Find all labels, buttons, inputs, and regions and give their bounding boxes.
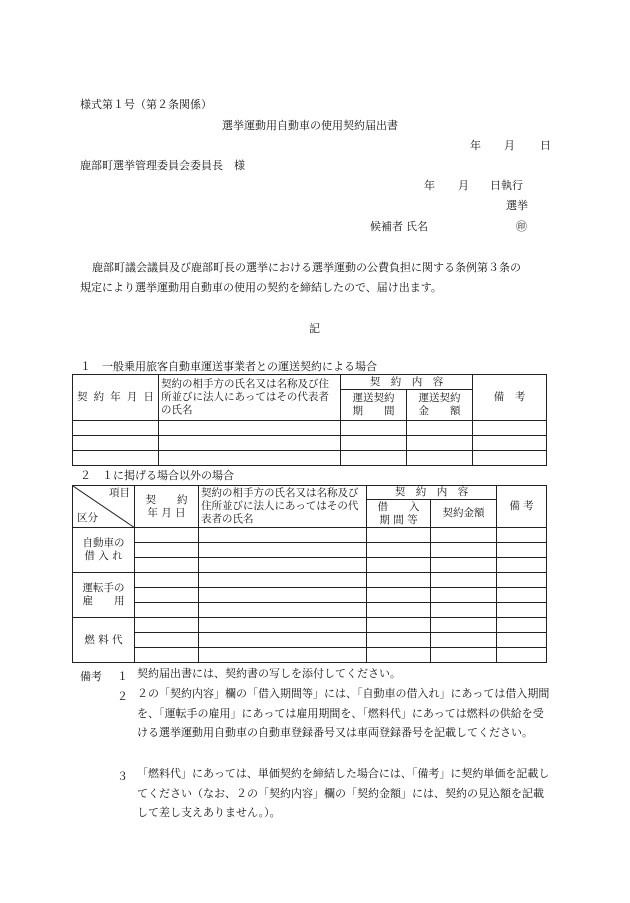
body-text-line-1: 鹿部町議会議員及び鹿部町長の選挙における選挙運動の公費負担に関する条例第３条の bbox=[92, 261, 521, 274]
note-1-text: 契約届出書には、契約書の写しを添付してください。 bbox=[137, 667, 401, 680]
body-text-line-2: 規定により選挙運動用自動車の使用の契約を締結したので、届け出ます。 bbox=[80, 281, 442, 294]
note-3-text: 「燃料代」にあっては、単価契約を締結した場合には、「備考」に契約単価を記載してください（なお、２の「契約内容」欄の「契約金額」には、契約の見込額を記載して差し支えありません。）。 bbox=[137, 767, 550, 819]
note-1-number: １ bbox=[117, 670, 128, 683]
s1-amount-header: 運送契約 金 額 bbox=[407, 390, 473, 421]
s2-content-header: 契 約 内 容 bbox=[367, 486, 497, 500]
note-2-number: ２ bbox=[117, 690, 128, 703]
s2-amount-header: 契約金額 bbox=[431, 500, 497, 528]
s2-item-category-header: 項目 区分 bbox=[73, 486, 135, 528]
s1-party-header: 契約の相手方の氏名又は名称及び住所並びに法人にあってはその代表者の氏名 bbox=[159, 375, 341, 421]
note-2-text: ２の「契約内容」欄の「借入期間等」には、「自動車の借入れ」にあっては借入期間を、「運転手の雇用」にあっては雇用期間を、「燃料代」にあっては燃料の供給を受ける選挙運動用自動車の自動車登録番号又は車両登録番号を記載してください。 bbox=[137, 687, 550, 739]
date-month: 月 bbox=[504, 139, 515, 152]
section2-heading: ２ １に掲げる場合以外の場合 bbox=[80, 469, 234, 482]
notes-label: 備考 bbox=[80, 670, 102, 683]
date-year: 年 bbox=[470, 139, 481, 152]
candidate-label: 候補者 bbox=[370, 220, 403, 233]
election-year: 年 bbox=[424, 179, 435, 192]
s2-period-header: 借 入 期 間 等 bbox=[367, 500, 431, 528]
seal-mark: ㊞ bbox=[516, 220, 527, 233]
section1-heading: １ 一般乗用旅客自動車運送事業者との運送契約による場合 bbox=[80, 360, 377, 373]
note-3-number: ３ bbox=[117, 770, 128, 783]
section1-table bbox=[72, 374, 547, 466]
s2-date-header: 契 約 年 月 日 bbox=[135, 486, 199, 528]
s1-remarks-header: 備 考 bbox=[473, 375, 547, 421]
ki-heading: 記 bbox=[309, 322, 320, 335]
s2-row-label-driver: 運転手の 雇 用 bbox=[73, 573, 135, 618]
s2-row-label-car: 自動車の 借 入 れ bbox=[73, 528, 135, 573]
s2-party-header: 契約の相手方の氏名又は名称及び住所並びに法人にあってはその代表者の氏名 bbox=[199, 486, 367, 528]
s2-remarks-header: 備 考 bbox=[497, 486, 547, 528]
s2-row-label-fuel: 燃 料 代 bbox=[73, 618, 135, 663]
election-suffix: 選挙 bbox=[506, 199, 528, 212]
election-month: 月 bbox=[458, 179, 469, 192]
addressee: 鹿部町選挙管理委員会委員長 様 bbox=[80, 159, 245, 172]
date-day: 日 bbox=[540, 139, 551, 152]
election-day: 日執行 bbox=[490, 179, 523, 192]
s1-contract-date-header: 契約年月日 bbox=[73, 375, 159, 421]
s1-period-header: 運送契約 期 間 bbox=[341, 390, 407, 421]
s1-content-header: 契 約 内 容 bbox=[341, 375, 473, 390]
candidate-name-label: 氏名 bbox=[406, 220, 428, 233]
section2-table bbox=[72, 485, 547, 663]
document-title: 選挙運動用自動車の使用契約届出書 bbox=[222, 119, 398, 132]
table-row bbox=[73, 421, 547, 436]
table-row bbox=[73, 436, 547, 451]
table-row bbox=[73, 451, 547, 466]
form-label: 様式第１号（第２条関係） bbox=[80, 98, 212, 111]
